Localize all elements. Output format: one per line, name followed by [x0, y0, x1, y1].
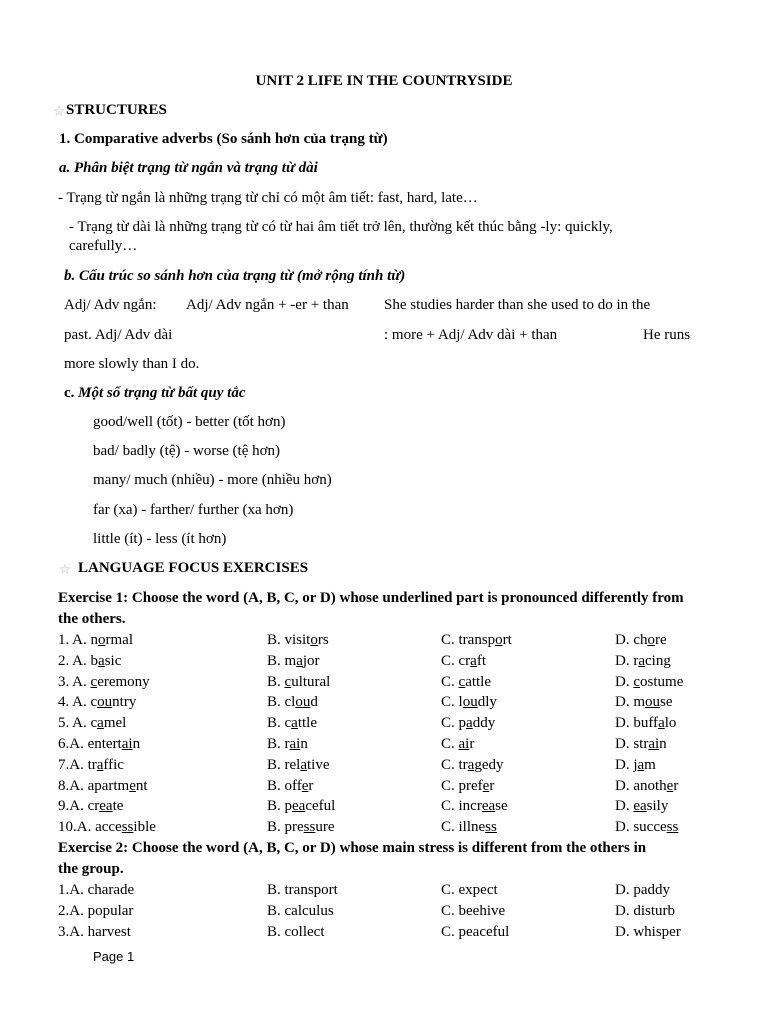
answer-option: 3.A. harvest: [58, 923, 131, 940]
irregular-adverb-item: little (ít) - less (ít hơn): [93, 531, 227, 547]
irregular-adverb-item: bad/ badly (tệ) - worse (tệ hơn): [93, 443, 281, 459]
structure-short-example: She studies harder than she used to do in the: [384, 297, 651, 313]
page-number: Page 1: [93, 949, 135, 964]
underlined-part: a: [300, 756, 307, 773]
underlined-part: o: [310, 632, 318, 648]
option-text: rt: [502, 632, 512, 648]
underlined-part: a: [291, 715, 298, 732]
answer-option: [615, 778, 678, 795]
option-text: jor: [302, 652, 320, 669]
option-text: 2. A. b: [58, 652, 99, 669]
bullet-star-icon: [58, 563, 72, 575]
answer-option: D. paddy: [615, 882, 670, 898]
option-text: 8.A. apartm: [58, 777, 130, 794]
option-text: C. illne: [441, 819, 486, 836]
option-text: se: [495, 798, 508, 815]
option-text: C. tr: [441, 756, 468, 773]
underlined-part: c: [458, 673, 466, 690]
subheading-b: b. Cấu trúc so sánh hơn của trạng từ (mở rộng tính từ): [64, 268, 406, 284]
structure-long-label: past. Adj/ Adv dài: [64, 327, 173, 343]
option-text: te: [112, 798, 124, 815]
answer-option: [441, 819, 497, 836]
option-text: 7.A. tr: [58, 756, 97, 773]
underlined-part: a: [658, 715, 665, 732]
subheading-a: a. Phân biệt trạng từ ngắn và trạng từ dài: [59, 160, 318, 176]
underlined-part: ea: [292, 798, 306, 815]
option-text: 5. A. c: [58, 715, 98, 732]
paragraph-short-adverbs: - Trạng từ ngắn là những trạng từ chỉ có một âm tiết: fast, hard, late…: [58, 190, 478, 206]
option-text: B. rel: [267, 756, 301, 773]
underlined-part: a: [638, 652, 645, 669]
answer-option: [267, 653, 320, 670]
underlined-part: ai: [458, 736, 470, 752]
option-text: eremony: [97, 673, 150, 690]
option-text: D. ch: [615, 632, 648, 648]
option-text: ntry: [112, 694, 137, 711]
option-text: sily: [646, 798, 669, 815]
page-title: UNIT 2 LIFE IN THE COUNTRYSIDE: [255, 73, 513, 89]
option-text: cing: [645, 652, 671, 669]
option-text: tive: [307, 756, 330, 773]
option-text: 1. A. n: [58, 632, 99, 648]
answer-option: [441, 736, 474, 753]
option-text: D. j: [615, 756, 638, 773]
answer-option: [615, 757, 656, 774]
underlined-part: ea: [633, 798, 647, 815]
option-text: r: [469, 736, 475, 752]
option-text: se: [660, 694, 673, 711]
answer-option: 1.A. charade: [58, 882, 135, 898]
underlined-part: e: [301, 777, 309, 794]
paragraph-long-adverbs-line1: - Trạng từ dài là những trạng từ có từ hai âm tiết trở lên, thường kết thúc bằng -ly: quickly,: [69, 219, 613, 235]
option-text: r: [673, 777, 679, 794]
answer-option: [58, 674, 150, 691]
irregular-adverb-item: far (xa) - farther/ further (xa hơn): [93, 502, 294, 518]
answer-option: [615, 819, 678, 836]
answer-option: B. calculus: [267, 902, 334, 919]
subheading-c: [64, 385, 246, 402]
answer-option: [58, 632, 133, 649]
answer-option: [58, 736, 140, 753]
underlined-part: ss: [666, 819, 679, 836]
answer-option: [441, 715, 495, 732]
answer-option: [58, 819, 156, 836]
underlined-part: ea: [99, 798, 113, 815]
answer-option: [267, 632, 329, 649]
option-text: dly: [477, 694, 497, 711]
answer-option: [58, 757, 124, 774]
answer-option: [267, 715, 317, 732]
answer-option: B. collect: [267, 923, 325, 940]
answer-option: D. whisper: [615, 923, 681, 940]
answer-option: [267, 694, 318, 711]
option-text: m: [644, 756, 656, 773]
option-text: D. succe: [615, 819, 667, 836]
option-text: 10.A. acce: [58, 819, 122, 836]
answer-option: [615, 694, 673, 711]
option-text: D. buff: [615, 715, 659, 732]
structure-short-formula: Adj/ Adv ngắn + -er + than: [186, 297, 349, 313]
option-text: ft: [476, 652, 487, 669]
underlined-part: c: [633, 673, 641, 690]
underlined-part: a: [466, 715, 473, 732]
exercise2-heading-line1: Exercise 2: Choose the word (A, B, C, or D) whose main stress is different from the others in: [58, 840, 647, 856]
structure-long-example-start: He runs: [643, 327, 691, 343]
language-focus-heading: LANGUAGE FOCUS EXERCISES: [78, 560, 309, 576]
option-text: ible: [133, 819, 156, 836]
option-text: B.: [267, 673, 285, 690]
option-text: D.: [615, 798, 634, 815]
answer-option: [441, 632, 512, 649]
option-text: lo: [664, 715, 677, 732]
option-text: 3. A.: [58, 673, 91, 690]
answer-option: [58, 778, 148, 795]
option-text: B. m: [267, 652, 297, 669]
underlined-part: a: [467, 756, 475, 773]
answer-option: [267, 674, 330, 691]
underlined-part: ss: [485, 819, 497, 836]
underlined-part: ai: [289, 736, 301, 752]
option-text: B. r: [267, 736, 290, 752]
underlined-part: ou: [295, 694, 311, 711]
answer-option: B. transport: [267, 882, 338, 898]
answer-option: [267, 778, 313, 795]
option-text: ultural: [291, 673, 331, 690]
answer-option: 2.A. popular: [58, 902, 134, 919]
underlined-part: a: [98, 652, 105, 669]
underlined-part: o: [647, 632, 655, 648]
underlined-part: a: [637, 756, 645, 773]
subheading-c-text: Một số trạng từ bất quy tắc: [78, 385, 246, 401]
option-text: re: [655, 632, 667, 648]
option-text: D. r: [615, 652, 639, 669]
underlined-part: o: [98, 632, 106, 648]
option-text: ceful: [305, 798, 336, 815]
structure-short-label: Adj/ Adv ngắn:: [64, 297, 157, 313]
answer-option: [441, 674, 491, 691]
underlined-part: a: [470, 652, 477, 669]
underlined-part: a: [96, 756, 104, 773]
answer-option: C. peaceful: [441, 923, 510, 940]
answer-option: [615, 674, 683, 691]
option-text: rmal: [105, 632, 134, 648]
option-text: D. str: [615, 736, 649, 752]
option-text: B. cl: [267, 694, 296, 711]
underlined-part: a: [296, 652, 303, 669]
option-text: C. cr: [441, 652, 471, 669]
option-text: D. anoth: [615, 777, 667, 794]
structure-long-formula: : more + Adj/ Adv dài + than: [384, 327, 558, 343]
option-text: sic: [104, 652, 122, 669]
underlined-part: a: [97, 715, 104, 732]
subheading-c-prefix: c.: [64, 385, 75, 401]
underlined-part: o: [495, 632, 503, 648]
answer-option: [615, 736, 667, 753]
underlined-part: ou: [462, 694, 478, 711]
option-text: gedy: [474, 756, 504, 773]
option-text: C. incr: [441, 798, 482, 815]
underlined-part: ea: [481, 798, 496, 815]
answer-option: [441, 694, 497, 711]
option-text: C. pref: [441, 777, 483, 794]
option-text: d: [310, 694, 318, 711]
option-text: nt: [135, 777, 148, 794]
answer-option: [615, 715, 676, 732]
structures-heading: STRUCTURES: [66, 102, 167, 118]
underlined-part: ou: [97, 694, 113, 711]
option-text: ffic: [103, 756, 124, 773]
answer-option: [615, 798, 668, 815]
answer-option: [441, 653, 486, 670]
option-text: 9.A. cr: [58, 798, 100, 815]
underlined-part: ss: [303, 819, 316, 836]
option-text: n: [659, 736, 667, 752]
option-text: C.: [441, 673, 459, 690]
exercise1-heading-line1: Exercise 1: Choose the word (A, B, C, or D) whose underlined part is pronounced differently from: [58, 590, 684, 606]
option-text: ostume: [640, 673, 684, 690]
underlined-part: c: [284, 673, 292, 690]
option-text: attle: [465, 673, 492, 690]
answer-option: [58, 694, 136, 711]
answer-option: [441, 798, 508, 815]
option-text: mel: [103, 715, 127, 732]
option-text: ddy: [472, 715, 496, 732]
underlined-part: ss: [121, 819, 134, 836]
option-text: B. p: [267, 798, 293, 815]
option-text: C. p: [441, 715, 467, 732]
option-text: C. l: [441, 694, 463, 711]
option-text: B. pre: [267, 819, 304, 836]
underlined-part: ai: [121, 736, 133, 752]
answer-option: [267, 736, 308, 753]
option-text: D. m: [615, 694, 645, 711]
underlined-part: ou: [645, 694, 660, 711]
option-text: C.: [441, 736, 459, 752]
paragraph-long-adverbs-line2: carefully…: [69, 238, 138, 254]
option-text: n: [300, 736, 308, 752]
option-text: r: [489, 777, 495, 794]
answer-option: [58, 653, 121, 670]
option-text: ttle: [297, 715, 318, 732]
option-text: B. c: [267, 715, 292, 732]
answer-option: C. expect: [441, 882, 498, 898]
underlined-part: ai: [648, 736, 660, 752]
answer-option: [58, 798, 123, 815]
exercise1-heading-line2: the others.: [58, 611, 126, 627]
answer-option: D. disturb: [615, 902, 675, 919]
answer-option: [58, 715, 126, 732]
option-text: 6.A. entert: [58, 736, 122, 752]
option-text: D.: [615, 673, 634, 690]
irregular-adverb-item: many/ much (nhiều) - more (nhiều hơn): [93, 472, 332, 488]
section-heading-comparative-adverbs: 1. Comparative adverbs (So sánh hơn của trạng từ): [59, 131, 388, 147]
answer-option: [441, 757, 504, 774]
option-text: rs: [317, 632, 329, 648]
answer-option: [441, 778, 494, 795]
option-text: 4. A. c: [58, 694, 98, 711]
option-text: ure: [315, 819, 335, 836]
underlined-part: e: [482, 777, 490, 794]
option-text: C. transp: [441, 632, 496, 648]
option-text: B. off: [267, 777, 302, 794]
structure-long-example-end: more slowly than I do.: [64, 356, 200, 372]
underlined-part: c: [90, 673, 98, 690]
answer-option: [615, 653, 671, 670]
bullet-star-icon: [52, 105, 66, 117]
answer-option: C. beehive: [441, 902, 506, 919]
underlined-part: e: [666, 777, 674, 794]
underlined-part: e: [129, 777, 136, 794]
answer-option: [267, 819, 335, 836]
option-text: B. visit: [267, 632, 311, 648]
answer-option: [615, 632, 667, 649]
answer-option: [267, 757, 330, 774]
option-text: n: [132, 736, 141, 752]
option-text: r: [308, 777, 314, 794]
answer-option: [267, 798, 335, 815]
exercise2-heading-line2: the group.: [58, 861, 124, 877]
irregular-adverb-item: good/well (tốt) - better (tốt hơn): [93, 414, 286, 430]
